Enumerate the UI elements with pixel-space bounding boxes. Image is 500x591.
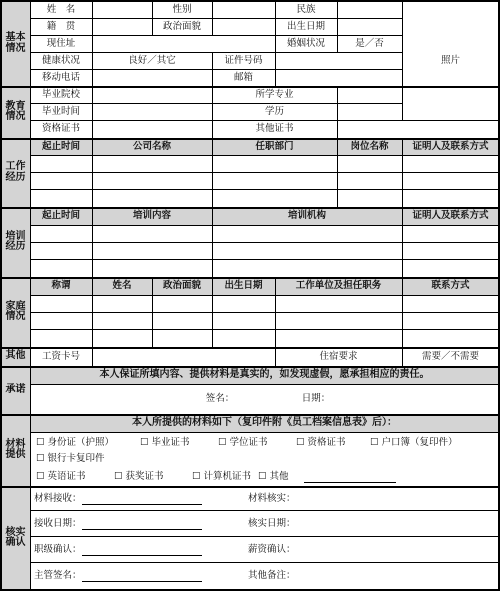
section-work-line2: 经历 — [5, 171, 26, 183]
id-number-label: 证件号码 — [224, 54, 263, 66]
name-field[interactable] — [92, 1, 152, 18]
origin-label: 籍 贯 — [46, 20, 76, 32]
grid-line-h — [30, 18, 402, 19]
qualification-field[interactable] — [92, 120, 212, 138]
section-other — [1, 347, 30, 366]
marital-label: 婚姻状况 — [286, 37, 325, 49]
section-work — [1, 138, 30, 207]
politics-label: 政治面貌 — [162, 20, 201, 32]
grid-line-v — [402, 347, 403, 366]
grad-time-field[interactable] — [92, 103, 212, 120]
grid-line-v — [92, 207, 93, 277]
other-material-field[interactable] — [302, 468, 397, 485]
section-verify-line2: 确认 — [5, 537, 26, 548]
checkbox-qualification[interactable]: ☐ 资格证书 — [296, 436, 346, 448]
section-training-line2: 经历 — [5, 241, 26, 252]
degree-field[interactable] — [337, 103, 402, 120]
grid-line-h — [30, 155, 499, 156]
grid-line-h — [30, 329, 499, 330]
other-cert-field[interactable] — [337, 120, 499, 138]
salary-card-label: 工资卡号 — [41, 350, 80, 362]
checked-label: 材料核实： — [248, 493, 296, 505]
grid-line-h — [30, 432, 499, 433]
other-cert-label: 其他证书 — [255, 123, 294, 135]
other-material-underline — [304, 471, 396, 483]
checked-row — [244, 488, 444, 510]
grid-line-h — [30, 242, 499, 243]
other-notes-label: 其他备注： — [248, 570, 296, 582]
grid-line-h — [30, 225, 499, 226]
section-promise — [1, 366, 30, 414]
received-label: 材料接收： — [34, 493, 82, 505]
checkbox-household[interactable]: ☐ 户口簿（复印件） — [370, 436, 458, 448]
signature-label: 签名： — [205, 393, 235, 405]
id-number-field[interactable] — [275, 52, 402, 69]
grid-line-h — [0, 277, 500, 279]
grid-line-h — [30, 510, 499, 511]
date-field[interactable] — [336, 386, 406, 412]
grid-line-h — [30, 172, 499, 173]
date-label: 日期： — [301, 393, 331, 405]
grid-line-v — [275, 347, 276, 366]
section-education-line1: 教育 — [5, 100, 26, 112]
grid-line-v — [337, 138, 338, 207]
grid-line-h — [0, 0, 500, 2]
checkbox-bank-card[interactable]: ☐ 银行卡复印件 — [36, 453, 105, 465]
school-label: 毕业院校 — [41, 88, 80, 100]
health-label: 健康状况 — [41, 54, 80, 66]
grid-line-v — [402, 138, 403, 207]
family-header-relation: 称谓 — [51, 280, 71, 292]
grid-line-v — [402, 1, 403, 120]
position-confirm-field[interactable] — [82, 544, 202, 556]
training-header-content: 培训内容 — [132, 210, 171, 222]
materials-intro: 本人所提供的材料如下（复印件附《员工档案信息表》后）： — [132, 416, 397, 428]
grid-line-v — [337, 1, 338, 52]
section-verify — [1, 486, 30, 590]
checkbox-id-card[interactable]: ☐ 身份证（护照） — [36, 436, 115, 448]
section-basic-line2: 情况 — [5, 42, 26, 54]
section-education-line2: 情况 — [5, 111, 26, 122]
grid-line-h — [0, 86, 500, 88]
major-label: 所学专业 — [255, 88, 294, 100]
origin-field[interactable] — [92, 18, 152, 35]
grid-line-v — [212, 52, 213, 86]
grid-line-v — [337, 86, 338, 138]
received-row — [30, 488, 230, 510]
name-label: 姓 名 — [46, 3, 76, 15]
ethnicity-label: 民族 — [296, 3, 316, 15]
grid-line-h — [30, 120, 499, 121]
work-header-reference: 证明人及联系方式 — [412, 140, 489, 152]
grid-line-v — [212, 1, 213, 35]
section-promise-label: 承诺 — [5, 383, 26, 395]
check-date-row — [244, 512, 444, 536]
dorm-options[interactable]: 需要／不需要 — [421, 350, 479, 362]
grid-line-v — [402, 207, 403, 277]
salary-confirm-row — [244, 538, 444, 562]
grid-line-v — [212, 138, 213, 207]
grid-line-v — [402, 277, 403, 347]
grid-line-h — [0, 414, 500, 416]
major-field[interactable] — [337, 86, 402, 103]
section-training-line1: 培训 — [5, 230, 26, 242]
grid-line-h — [30, 69, 402, 70]
birthdate-field[interactable] — [337, 18, 402, 35]
address-field[interactable] — [92, 35, 275, 52]
checkbox-award-cert[interactable]: ☐ 获奖证书 — [114, 470, 164, 482]
grid-line-h — [30, 52, 402, 53]
grid-line-v — [0, 0, 2, 591]
grid-line-v — [92, 277, 93, 347]
marital-options[interactable]: 是／否 — [355, 37, 384, 49]
grid-line-v — [212, 86, 213, 138]
birthdate-label: 出生日期 — [286, 20, 325, 32]
section-family-line1: 家庭 — [5, 300, 26, 312]
other-notes-row — [244, 564, 444, 588]
grid-line-h — [30, 103, 402, 104]
grid-line-h — [30, 562, 499, 563]
section-materials-line2: 提供 — [5, 449, 26, 460]
position-confirm-label: 职级确认： — [34, 544, 82, 556]
salary-card-field[interactable] — [92, 347, 275, 366]
work-header-company: 公司名称 — [132, 140, 171, 152]
grid-line-h — [30, 312, 499, 313]
section-work-line1: 工作 — [5, 161, 26, 172]
section-training — [1, 207, 30, 277]
photo-box: 照片 — [440, 54, 460, 66]
health-options[interactable]: 良好／其它 — [128, 54, 176, 66]
grid-line-v — [212, 207, 213, 277]
email-label: 邮箱 — [233, 71, 253, 83]
check-date-label: 核实日期： — [248, 518, 296, 530]
supervisor-sign-field[interactable] — [82, 570, 202, 582]
grid-line-v — [152, 1, 153, 35]
grid-line-h — [30, 384, 499, 385]
section-education — [1, 86, 30, 138]
grid-line-h — [0, 486, 500, 488]
grid-line-v — [212, 277, 213, 347]
checkbox-diploma[interactable]: ☐ 毕业证书 — [140, 436, 190, 448]
supervisor-sign-row — [30, 564, 230, 588]
section-verify-line1: 核实 — [5, 526, 26, 538]
checkbox-english-cert[interactable]: ☐ 英语证书 — [36, 470, 86, 482]
grid-line-h — [0, 347, 500, 349]
promise-statement: 本人保证所填内容、提供材料是真实的，如发现虚假，愿承担相应的责任。 — [99, 368, 430, 380]
grid-line-h — [30, 259, 499, 260]
grid-line-v — [152, 277, 153, 347]
section-basic — [1, 1, 30, 86]
signature-field[interactable] — [240, 386, 290, 412]
qualification-label: 资格证书 — [41, 123, 80, 135]
family-header-contact: 联系方式 — [431, 280, 470, 292]
grid-line-h — [30, 35, 402, 36]
email-field[interactable] — [275, 69, 402, 86]
grid-line-v — [275, 1, 276, 86]
family-header-politics: 政治面貌 — [162, 280, 201, 292]
section-family-line2: 情况 — [5, 311, 26, 322]
receive-date-label: 接收日期： — [34, 518, 82, 530]
section-materials-line1: 材料 — [5, 438, 26, 450]
mobile-label: 移动电话 — [41, 71, 80, 83]
family-header-birthdate: 出生日期 — [224, 280, 263, 292]
section-materials — [1, 414, 30, 486]
grid-line-h — [0, 138, 500, 140]
grid-line-v — [92, 347, 93, 366]
grid-line-v — [92, 86, 93, 138]
dorm-label: 住宿要求 — [319, 350, 358, 362]
gender-field[interactable] — [212, 1, 275, 18]
salary-confirm-label: 薪资确认： — [248, 544, 296, 556]
checkbox-degree-cert[interactable]: ☐ 学位证书 — [218, 436, 268, 448]
family-header-employer: 工作单位及担任职务 — [295, 280, 382, 292]
position-confirm-row — [30, 538, 230, 562]
address-label: 现住址 — [46, 37, 76, 49]
grid-line-h — [30, 536, 499, 537]
degree-label: 学历 — [264, 105, 284, 117]
training-header-period: 起止时间 — [41, 210, 80, 222]
mobile-field[interactable] — [92, 69, 212, 86]
section-basic-line1: 基本 — [5, 32, 26, 43]
work-header-position: 岗位名称 — [350, 140, 389, 152]
grad-time-label: 毕业时间 — [41, 105, 80, 117]
grid-line-h — [0, 366, 500, 368]
grid-line-v — [275, 277, 276, 347]
supervisor-sign-label: 主管签名： — [34, 570, 82, 582]
receive-date-field[interactable] — [82, 518, 202, 530]
receive-date-row — [30, 512, 230, 536]
checkbox-other[interactable]: ☐ 其他 — [258, 470, 289, 482]
section-other-label: 其他 — [5, 350, 26, 362]
politics-field[interactable] — [212, 18, 275, 35]
school-field[interactable] — [92, 86, 212, 103]
grid-line-h — [30, 295, 499, 296]
grid-line-v — [92, 1, 93, 86]
grid-line-v — [92, 138, 93, 207]
training-header-institution: 培训机构 — [287, 210, 326, 222]
training-header-reference: 证明人及联系方式 — [412, 210, 489, 222]
gender-label: 性别 — [172, 3, 192, 15]
ethnicity-field[interactable] — [337, 1, 402, 18]
section-family — [1, 277, 30, 347]
work-header-period: 起止时间 — [41, 140, 80, 152]
grid-line-h — [30, 189, 499, 190]
checkbox-computer-cert[interactable]: ☐ 计算机证书 — [192, 470, 252, 482]
work-header-department: 任职部门 — [255, 140, 294, 152]
grid-line-h — [0, 207, 500, 209]
family-header-name: 姓名 — [112, 280, 132, 292]
received-field[interactable] — [82, 493, 202, 505]
